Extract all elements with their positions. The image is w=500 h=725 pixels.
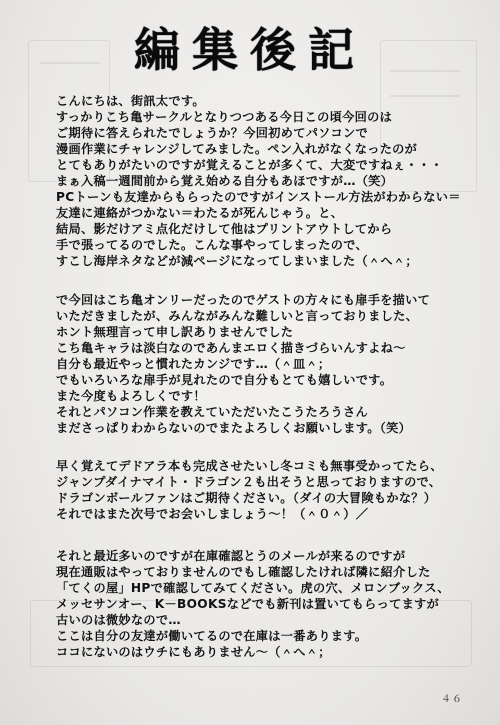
text-line: 漫画作業にチャレンジしてみました。ペン入れがなくなったのが [56,142,418,156]
text-line: ホント無理言って申し訳ありませんでした [56,325,294,339]
text-line: 自分も最近やっと慣れたカンジです…（＾皿＾； [56,357,331,371]
text-line: 友達に連絡がつかない＝わたるが死んじゃう。と、 [56,206,344,220]
text-line: ここは自分の友達が働いてるので在庫は一番あります。 [56,629,368,643]
page-number: ４６ [441,694,463,705]
paragraph-next-issue [56,458,486,522]
paragraph-guests [56,292,486,436]
text-line: こんにちは、街訊太です。 [56,94,205,108]
page-title: 編集後記 [134,23,366,77]
text-line: ジャンプダイナマイト・ドラゴン２も出そうと思っておりますので、 [56,475,442,489]
text-line: すこし海岸ネタなどが減ページになってしまいました（＾へ＾； [56,254,418,268]
text-line: でもいろいろな扉手が見れたので自分もとても嬉しいです。 [56,373,393,387]
text-line: ドラゴンボールファンはご期待ください。（ダイの大冒険もかな？） [56,491,437,505]
text-line: ご期待に答えられたでしょうか？今回初めてパソコンで [56,126,368,140]
text-line: ココにないのはウチにもありません～（＾へ＾； [56,645,331,659]
text-line: すっかりこち亀サークルとなりつつある今日この頃今回のは [56,110,393,124]
text-line: 「てくの屋」HPで確認してみてください。虎の穴、メロンブックス、 [56,581,450,595]
text-line: こち亀キャラは淡白なのであんまエロく描きづらいんすよね～ [56,341,406,355]
text-line: とてもありがたいのですが覚えることが多くて、大変ですねぇ・・・ [56,158,443,172]
text-line: 結局、影だけアミ点化だけして他はプリントアウトしてから [56,222,393,236]
paragraph-stock-info [56,548,486,660]
text-line: 手で張ってるのでした。こんな事やってしまったので、 [56,238,368,252]
text-line: メッセサンオー、K－BOOKSなどでも新刊は置いてもらってますが [56,597,440,611]
text-line: PCトーンも友達からもらったのですがインストール方法がわからない＝ [56,190,461,204]
text-line: 現在通販はやっておりませんのでもし確認したければ隣に紹介した [56,565,431,579]
text-line: で今回はこち亀オンリーだったのでゲストの方々にも扉手を描いて [56,293,431,307]
paragraph-greeting [56,93,486,269]
text-line: 古いのは微妙なので… [56,613,181,627]
text-line: いただきましたが、みんながみんな難しいと言っておりました、 [56,309,419,323]
text-line: 早く覚えてデドアラ本も完成させたいし冬コミも無事受かってたら、 [56,459,443,473]
text-line: それではまた次号でお会いしましょう～！（＾０＾）／ [56,507,369,521]
text-line: まださっぱりわからないのでまたよろしくお願いします。（笑） [56,421,412,435]
text-line: それとパソコン作業を教えていただいたこうたろうさん [56,405,368,419]
text-line: また今度もよろしくです！ [56,389,206,403]
text-line: まぁ入稿一週間前から覚え始める自分もあほですが…（笑） [56,174,394,188]
text-line: それと最近多いのですが在庫確認とうのメールが来るのですが [56,549,406,563]
